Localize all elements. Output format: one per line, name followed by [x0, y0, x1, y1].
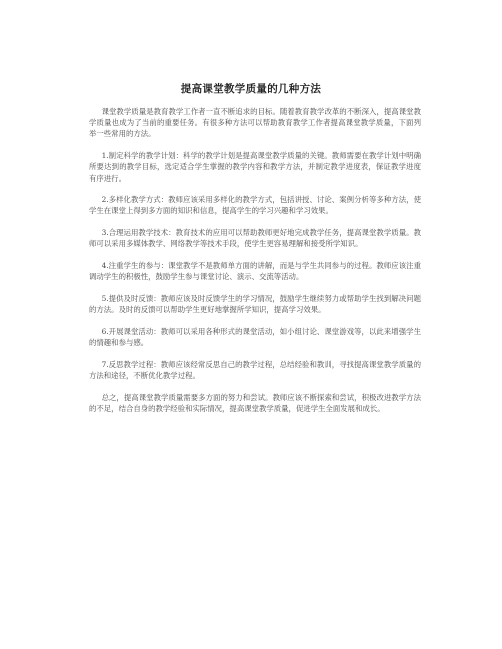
document-body [89, 106, 421, 425]
paragraph-item-5: 5.提供及时反馈：教师应该及时反馈学生的学习情况，鼓励学生继续努力或帮助学生找到解决问题的方法。及时的反馈可以帮助学生更好地掌握所学知识，提高学习效果。 [89, 293, 421, 315]
paragraph-item-2: 2.多样化教学方式：教师应该采用多样化的教学方式，包括讲授、讨论、案例分析等多种方法，使学生在课堂上得到多方面的知识和信息，提高学生的学习兴趣和学习效果。 [89, 195, 421, 216]
document-title: 提高课堂教学质量的几种方法 [180, 83, 322, 95]
paragraph-item-1: 1.制定科学的教学计划：科学的教学计划是提高课堂教学质量的关键。教师需要在教学计划中明确所要达到的教学目标，选定适合学生掌握的教学内容和教学方法，并制定教学进度表，保证教学进度有序进行。 [89, 151, 421, 183]
paragraph-item-3: 3.合理运用教学技术：教育技术的应用可以帮助教师更好地完成教学任务，提高课堂教学质量。教师可以采用多媒体教学、网络教学等技术手段，使学生更容易理解和接受所学知识。 [89, 228, 421, 249]
paragraph-item-7: 7.反思教学过程：教师应该经常反思自己的教学过程，总结经验和教训，寻找提高课堂教学质量的方法和途径，不断优化教学过程。 [89, 359, 421, 380]
paragraph-item-4: 4.注重学生的参与：课堂教学不是教师单方面的讲解，而是与学生共同参与的过程。教师应该注重调动学生的积极性，鼓励学生参与课堂讨论、演示、交流等活动。 [89, 261, 421, 282]
paragraph-conclusion: 总之，提高课堂教学质量需要多方面的努力和尝试。教师应该不断探索和尝试，积极改进教学方法的不足，结合自身的教学经验和实际情况，提高课堂教学质量，促进学生全面发展和成长。 [89, 392, 421, 413]
paragraph-item-6: 6.开展课堂活动：教师可以采用各种形式的课堂活动，如小组讨论、课堂游戏等，以此来增强学生的情趣和参与感。 [89, 326, 421, 348]
paragraph-intro: 课堂教学质量是教育教学工作者一直不断追求的目标。随着教育教学改革的不断深入，提高课堂教学质量也成为了当前的重要任务。有很多种方法可以帮助教育教学工作者提高课堂教学质量，下面列举一些常用的方法。 [89, 107, 421, 139]
